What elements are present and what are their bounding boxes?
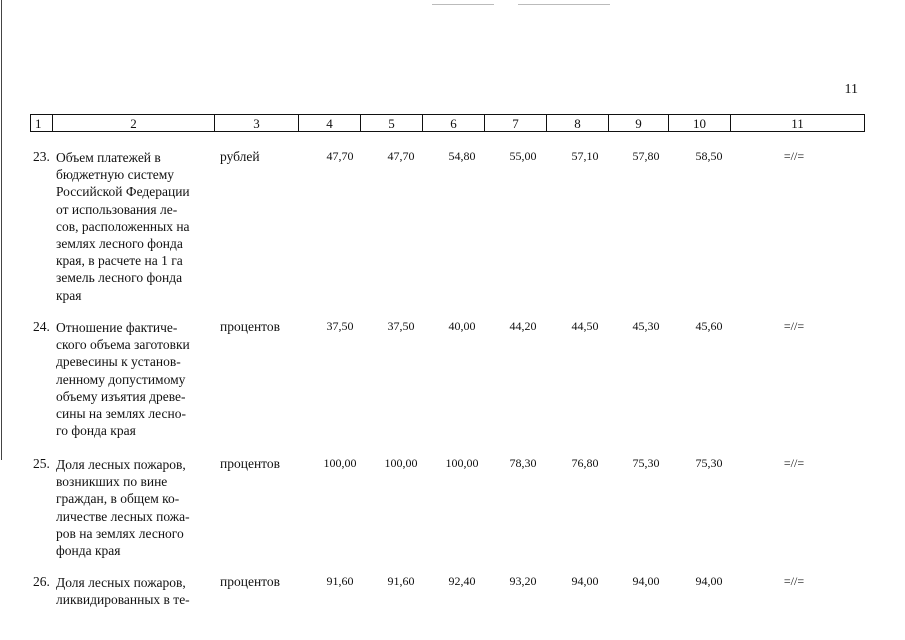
unit-cell: процентов: [220, 319, 281, 334]
row-number: 25.: [33, 456, 50, 471]
ditto-note: =//=: [783, 149, 805, 163]
description-line: объему изъятия древе-: [56, 388, 186, 404]
ditto-note: =//=: [783, 574, 805, 588]
description-line: Объем платежей в: [56, 150, 161, 165]
column-number: 9: [609, 115, 669, 132]
description-line: края, в расчете на 1 га: [56, 253, 183, 269]
page-number: 11: [844, 82, 858, 97]
description-line: земель лесного фонда: [56, 270, 183, 286]
description-line: ликвидированных в те-: [56, 592, 190, 608]
description-line: ского объема заготовки: [56, 337, 190, 353]
description-line: личестве лесных пожа-: [56, 508, 190, 524]
description-line: Доля лесных пожаров,: [56, 457, 186, 472]
value-cell: 75,30: [632, 456, 660, 470]
description-line: Российской Федерации: [56, 184, 190, 200]
left-margin-rule: [1, 0, 2, 460]
description-line: ров на землях лесного: [56, 525, 184, 541]
column-number: 7: [485, 115, 547, 132]
description-line: ленному допустимому: [56, 371, 186, 387]
value-cell: 45,60: [695, 319, 723, 333]
description-line: от использования ле-: [56, 201, 178, 217]
value-cell: 55,00: [509, 149, 537, 163]
value-cell: 58,50: [695, 149, 723, 163]
value-cell: 57,80: [632, 149, 660, 163]
description-line: сов, расположенных на: [56, 218, 190, 234]
value-cell: 40,00: [448, 319, 476, 333]
value-cell: 78,30: [509, 456, 537, 470]
description-line: го фонда края: [56, 423, 136, 439]
value-cell: 47,70: [387, 149, 415, 163]
ditto-note: =//=: [783, 319, 805, 333]
value-cell: 100,00: [384, 456, 418, 470]
value-cell: 54,80: [448, 149, 476, 163]
column-number: 10: [669, 115, 731, 132]
scan-artifact: [432, 4, 494, 5]
indicator-description: [56, 456, 210, 559]
value-cell: 94,00: [632, 574, 660, 588]
indicator-description: [56, 149, 210, 304]
description-line: древесины к установ-: [56, 354, 181, 370]
value-cell: 45,30: [632, 319, 660, 333]
value-cell: 100,00: [323, 456, 357, 470]
unit-cell: процентов: [220, 456, 281, 471]
value-cell: 91,60: [326, 574, 354, 588]
row-number: 24.: [33, 319, 50, 334]
value-cell: 44,50: [571, 319, 599, 333]
column-number: 2: [53, 115, 215, 132]
description-line: Доля лесных пожаров,: [56, 575, 186, 590]
description-line: землях лесного фонда: [56, 236, 183, 252]
column-number: 8: [547, 115, 609, 132]
value-cell: 37,50: [326, 319, 354, 333]
unit-cell: процентов: [220, 574, 281, 589]
value-cell: 44,20: [509, 319, 537, 333]
column-number: 11: [731, 115, 865, 132]
column-number: 6: [423, 115, 485, 132]
indicator-description: [56, 319, 210, 439]
column-number-header: [30, 114, 865, 132]
value-cell: 92,40: [448, 574, 476, 588]
row-number: 26.: [33, 574, 50, 589]
scan-artifact: [518, 4, 610, 5]
value-cell: 75,30: [695, 456, 723, 470]
description-line: бюджетную систему: [56, 167, 175, 183]
value-cell: 76,80: [571, 456, 599, 470]
value-cell: 57,10: [571, 149, 599, 163]
value-cell: 91,60: [387, 574, 415, 588]
ditto-note: =//=: [783, 456, 805, 470]
column-number: 1: [31, 115, 53, 132]
indicator-description: [56, 574, 210, 608]
unit-cell: рублей: [220, 149, 260, 164]
description-line: возникших по вине: [56, 474, 168, 490]
column-number: 5: [361, 115, 423, 132]
description-line: граждан, в общем ко-: [56, 491, 180, 507]
description-line: края: [56, 287, 82, 303]
value-cell: 47,70: [326, 149, 354, 163]
value-cell: 94,00: [571, 574, 599, 588]
description-line: фонда края: [56, 543, 121, 559]
description-line: сины на землях лесно-: [56, 406, 186, 422]
row-number: 23.: [33, 149, 50, 164]
column-number: 3: [215, 115, 299, 132]
value-cell: 37,50: [387, 319, 415, 333]
description-line: Отношение фактиче-: [56, 320, 178, 335]
value-cell: 93,20: [509, 574, 537, 588]
value-cell: 94,00: [695, 574, 723, 588]
column-number: 4: [299, 115, 361, 132]
value-cell: 100,00: [445, 456, 479, 470]
